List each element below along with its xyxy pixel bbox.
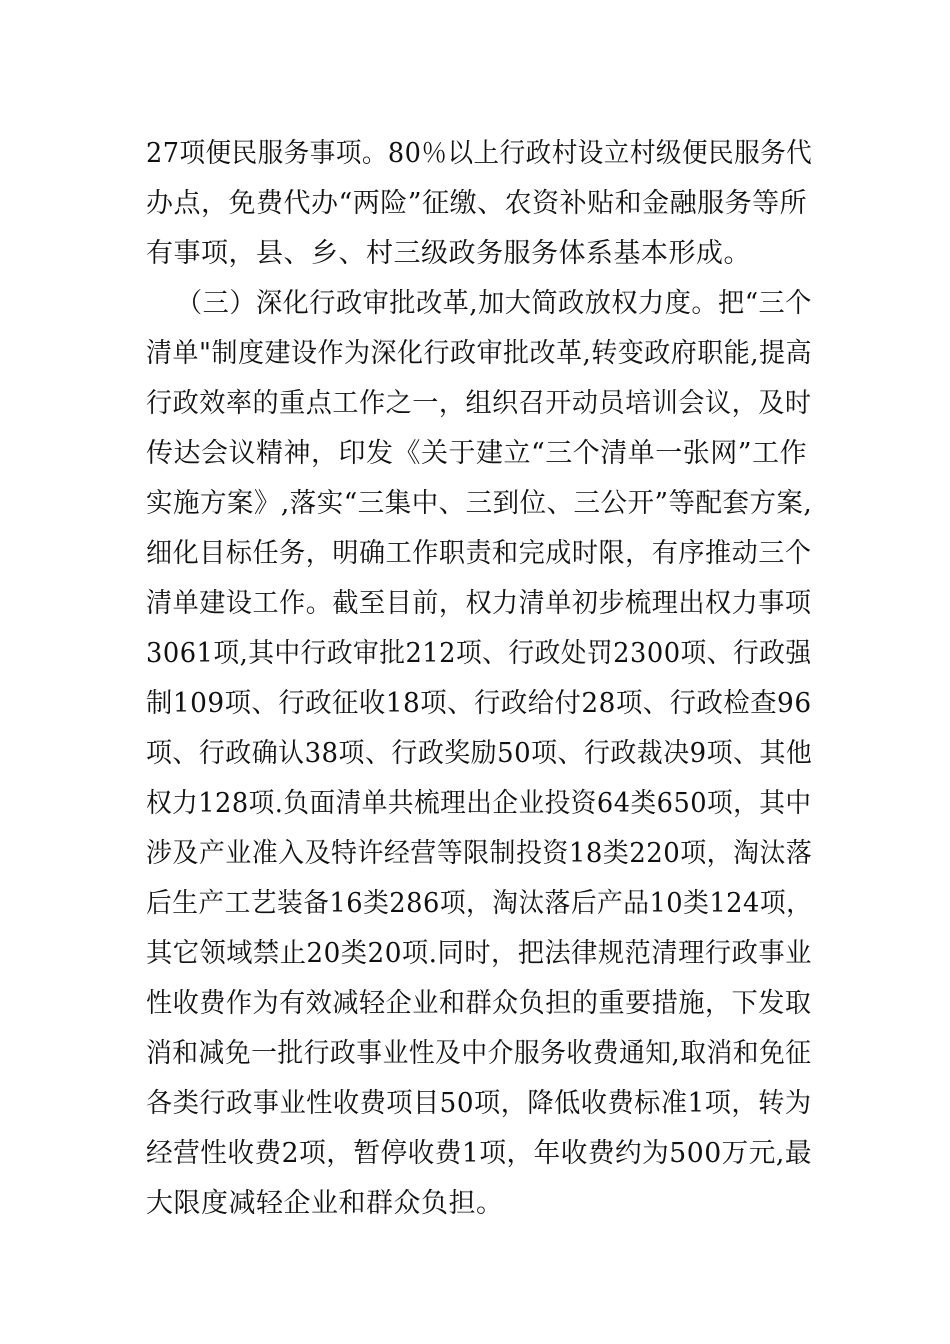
text-line: 制109项、行政征收18项、行政给付28项、行政检查96: [146, 688, 812, 719]
text-line: 项、行政确认38项、行政奖励50项、行政裁决9项、其他: [146, 738, 813, 769]
text-line: 大限度减轻企业和群众负担。: [146, 1188, 504, 1219]
text-line: 清单"制度建设作为深化行政审批改革,转变政府职能,提高: [146, 338, 813, 369]
text-line: 传达会议精神，印发《关于建立“三个清单一张网”工作: [146, 438, 808, 469]
text-line: 细化目标任务，明确工作职责和完成时限，有序推动三个: [146, 538, 812, 569]
text-line: 清单建设工作。截至目前，权力清单初步梳理出权力事项: [146, 588, 812, 619]
section-heading-line: （三）深化行政审批改革,加大简政放权力度。把“三个: [176, 288, 812, 319]
text-line: 3061项,其中行政审批212项、行政处罚2300项、行政强: [146, 638, 812, 669]
text-line: 消和减免一批行政事业性及中介服务收费通知,取消和免征: [146, 1038, 812, 1069]
text-line: 其它领域禁止20类20项.同时，把法律规范清理行政事业: [146, 938, 812, 969]
text-line: 实施方案》,落实“三集中、三到位、三公开”等配套方案,: [146, 488, 813, 519]
text-line: 性收费作为有效减轻企业和群众负担的重要措施，下发取: [146, 988, 812, 1019]
text-line: 行政效率的重点工作之一，组织召开动员培训会议，及时: [146, 388, 812, 419]
text-line: 各类行政事业性收费项目50项，降低收费标准1项，转为: [146, 1088, 812, 1119]
text-line: 涉及产业准入及特许经营等限制投资18类220项，淘汰落: [146, 838, 813, 869]
text-line: 权力128项.负面清单共梳理出企业投资64类650项，其中: [146, 788, 812, 819]
text-line: 27项便民服务事项。80％以上行政村设立村级便民服务代: [146, 138, 813, 169]
text-line: 后生产工艺装备16类286项，淘汰落后产品10类124项，: [146, 888, 813, 919]
text-line: 有事项，县、乡、村三级政务服务体系基本形成。: [146, 238, 751, 269]
text-line: 经营性收费2项，暂停收费1项，年收费约为500万元,最: [146, 1138, 813, 1169]
text-line: 办点，免费代办“两险”征缴、农资补贴和金融服务等所: [146, 188, 808, 219]
